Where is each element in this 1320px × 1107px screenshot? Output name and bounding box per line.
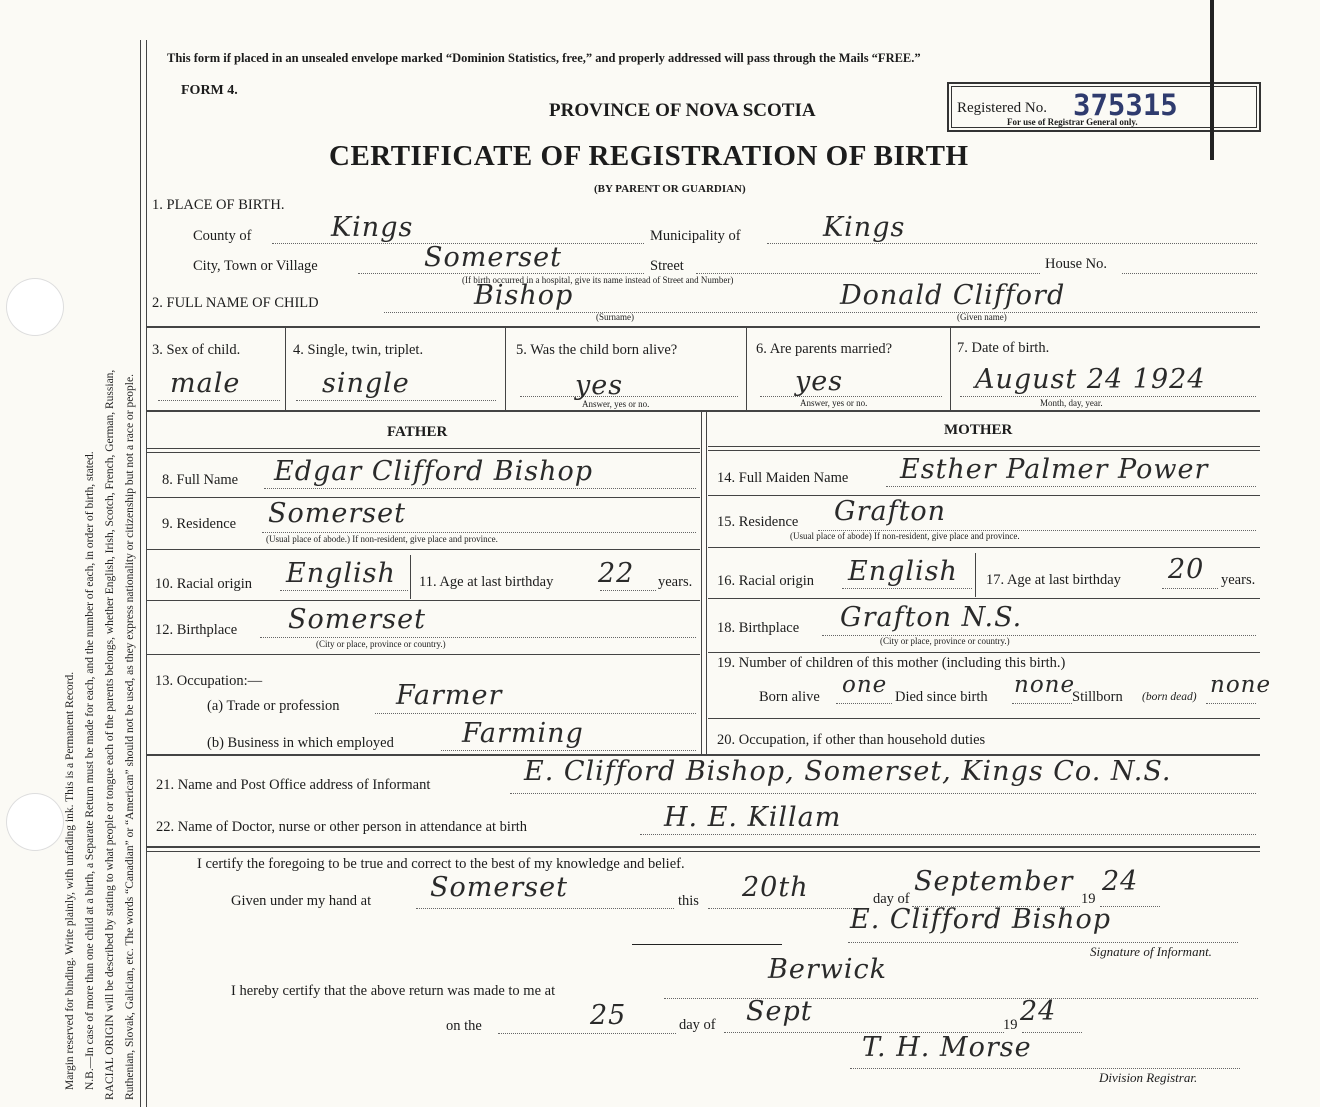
stillborn-note: (born dead) — [1142, 691, 1197, 703]
registrar-place: Berwick — [768, 954, 887, 985]
given-year: 24 — [1102, 866, 1139, 897]
dob-line — [960, 396, 1256, 397]
father-origin-label: 10. Racial origin — [155, 576, 253, 592]
rule — [706, 412, 707, 754]
place-of-birth-heading: 1. PLACE OF BIRTH. — [152, 197, 285, 213]
margin-line-inner — [146, 40, 147, 1107]
city-line — [358, 273, 644, 274]
given-month: September — [914, 866, 1074, 897]
mother-age: 20 — [1168, 554, 1205, 585]
father-birthplace: Somerset — [288, 604, 426, 635]
registrar-day-line — [498, 1033, 676, 1034]
born-alive-note: Answer, yes or no. — [582, 399, 650, 409]
rule — [147, 851, 1260, 852]
rule — [147, 549, 700, 550]
given-day-line — [708, 908, 868, 909]
children-count-label: 19. Number of children of this mother (including this birth.) — [717, 655, 1066, 671]
father-birthplace-line — [260, 637, 696, 638]
trade-line — [375, 713, 696, 714]
mother-age-line — [1162, 588, 1218, 589]
mother-birthplace-label: 18. Birthplace — [717, 620, 800, 636]
stillborn-label: Stillborn — [1072, 689, 1123, 705]
punch-hole-bottom — [6, 793, 64, 851]
father-origin-line — [280, 590, 408, 591]
rule — [147, 448, 700, 449]
father-business: Farming — [462, 718, 584, 749]
registrar-month: Sept — [746, 996, 813, 1027]
stillborn-line — [1206, 703, 1256, 704]
registrar-year: 24 — [1020, 996, 1057, 1027]
mother-birthplace: Grafton N.S. — [840, 602, 1023, 633]
hospital-note: (If birth occurred in a hospital, give its name instead of Street and Number) — [462, 275, 734, 285]
stillborn-count: none — [1210, 672, 1272, 698]
punch-hole-top — [6, 278, 64, 336]
rule — [285, 328, 286, 410]
child-surname: Bishop — [474, 280, 574, 311]
mother-birthplace-note: (City or place, province or country.) — [880, 636, 1010, 646]
father-age-line — [600, 590, 656, 591]
given-day: 20th — [742, 872, 809, 903]
rule — [708, 652, 1260, 653]
father-residence: Somerset — [268, 498, 406, 529]
form-label: FORM 4. — [181, 83, 238, 98]
father-age: 22 — [598, 558, 635, 589]
mother-heading: MOTHER — [944, 422, 1013, 438]
mother-origin-line — [842, 588, 972, 589]
rule — [708, 547, 1260, 548]
rule — [410, 555, 411, 599]
father-heading: FATHER — [387, 424, 448, 440]
house-line — [1122, 273, 1257, 274]
registrar-year-prefix: 19 — [1003, 1017, 1018, 1033]
mother-name-line — [886, 486, 1256, 487]
municipality-line — [767, 243, 1257, 244]
father-birthplace-label: 12. Birthplace — [155, 622, 238, 638]
margin-note-4: Ruthenian, Slovak, Galician, etc. The words “Canadian” or “American” should not be used, as they express nationality or citizenship but not a race or people. — [124, 374, 136, 1100]
registered-number: 375315 — [1073, 88, 1178, 122]
margin-note-2: N.B.—In case of more than one child at a birth, a Separate Return must be made for each, and the number of each, in order of birth, stated. — [84, 451, 96, 1090]
father-residence-label: 9. Residence — [162, 516, 237, 532]
rule — [708, 446, 1260, 447]
died-since-birth-label: Died since birth — [895, 689, 988, 705]
rule — [701, 412, 702, 754]
city-value: Somerset — [424, 242, 562, 273]
mother-residence: Grafton — [834, 496, 947, 527]
parents-married-note: Answer, yes or no. — [800, 398, 868, 408]
informant-signature-line — [848, 942, 1238, 943]
given-year-prefix: 19 — [1081, 891, 1096, 907]
born-alive-count: one — [842, 672, 888, 698]
registrar-signature-line — [850, 1068, 1240, 1069]
street-line — [696, 273, 1040, 274]
parents-married-value: yes — [795, 366, 844, 397]
father-name-label: 8. Full Name — [162, 472, 239, 488]
doctor-value: H. E. Killam — [664, 802, 842, 833]
born-alive-value: yes — [575, 370, 624, 401]
registrar-signature: T. H. Morse — [862, 1032, 1032, 1063]
sex-value: male — [170, 368, 241, 399]
county-label: County of — [193, 228, 252, 244]
dob-label: 7. Date of birth. — [957, 340, 1050, 356]
street-label: Street — [650, 258, 684, 274]
certification-statement: I certify the foregoing to be true and correct to the best of my knowledge and belief. — [197, 856, 685, 872]
registrar-note: For use of Registrar General only. — [1007, 117, 1138, 127]
business-line — [441, 750, 696, 751]
father-residence-note: (Usual place of abode.) If non-resident, give place and province. — [266, 534, 498, 544]
plurality-label: 4. Single, twin, triplet. — [293, 342, 424, 358]
margin-note-1: Margin reserved for binding. Write plainly, with unfading ink. This is a Permanent Record. — [64, 671, 76, 1090]
plurality-value: single — [322, 368, 410, 399]
informant-line — [510, 793, 1256, 794]
mother-residence-note: (Usual place of abode) If non-resident, give place and province. — [790, 531, 1020, 541]
rule — [147, 600, 700, 601]
dob-note: Month, day, year. — [1040, 398, 1103, 408]
surname-caption: (Surname) — [596, 312, 634, 322]
parents-married-label: 6. Are parents married? — [756, 341, 893, 357]
rule — [708, 450, 1260, 451]
rule — [147, 326, 1260, 328]
died-since-birth-line — [1012, 703, 1072, 704]
born-alive-count-line — [836, 703, 892, 704]
father-years: years. — [658, 574, 693, 590]
rule — [505, 328, 506, 410]
mother-residence-label: 15. Residence — [717, 514, 799, 530]
mother-origin-label: 16. Racial origin — [717, 573, 815, 589]
mail-notice: This form if placed in an unsealed envelope marked “Dominion Statistics, free,” and properly addressed will pass through the Mails “FREE.” — [167, 51, 921, 65]
rule — [708, 718, 1260, 719]
occupation-label: 13. Occupation:— — [155, 673, 263, 689]
this-label: this — [678, 893, 699, 909]
day-of-label: day of — [873, 891, 910, 907]
informant-signature: E. Clifford Bishop — [850, 904, 1112, 935]
father-name-line — [264, 488, 696, 489]
certificate-title: CERTIFICATE OF REGISTRATION OF BIRTH — [329, 140, 969, 172]
born-alive-label: 5. Was the child born alive? — [516, 342, 678, 358]
business-label: (b) Business in which employed — [207, 735, 394, 751]
sex-label: 3. Sex of child. — [152, 342, 241, 358]
registrar-day-of-label: day of — [679, 1017, 716, 1033]
died-since-birth: none — [1014, 672, 1076, 698]
rule — [975, 553, 976, 597]
given-name-caption: (Given name) — [957, 312, 1007, 322]
informant-value: E. Clifford Bishop, Somerset, Kings Co. N.S. — [524, 756, 1172, 787]
child-given-name: Donald Clifford — [840, 280, 1066, 311]
child-name-label: 2. FULL NAME OF CHILD — [152, 295, 319, 311]
rule — [708, 598, 1260, 599]
mother-name-label: 14. Full Maiden Name — [717, 470, 849, 486]
mother-name: Esther Palmer Power — [900, 454, 1209, 485]
signature-separator — [632, 944, 782, 945]
doctor-line — [640, 834, 1256, 835]
rule — [746, 328, 747, 410]
registered-label: Registered No. — [957, 100, 1047, 116]
county-value: Kings — [331, 212, 414, 243]
mother-age-label: 17. Age at last birthday — [986, 572, 1121, 588]
margin-note-3: RACIAL ORIGIN will be described by stating to what people or tongue each of the parents belongs, whether English, Irish, Scotch, French, German, Russian, — [104, 369, 116, 1100]
registrar-day: 25 — [590, 1000, 627, 1031]
province-heading: PROVINCE OF NOVA SCOTIA — [549, 100, 816, 121]
trade-label: (a) Trade or profession — [207, 698, 340, 714]
informant-label: 21. Name and Post Office address of Informant — [156, 777, 431, 793]
rule — [147, 410, 1260, 412]
doctor-label: 22. Name of Doctor, nurse or other person in attendance at birth — [156, 819, 528, 835]
pen-mark — [1210, 0, 1214, 160]
rule — [147, 654, 700, 655]
margin-line — [140, 40, 141, 1107]
father-residence-line — [262, 532, 696, 533]
given-place: Somerset — [430, 872, 568, 903]
father-birthplace-note: (City or place, province or country.) — [316, 639, 446, 649]
mother-origin: English — [848, 556, 958, 587]
city-label: City, Town or Village — [193, 258, 318, 274]
rule — [708, 495, 1260, 496]
rule — [147, 497, 700, 498]
registrar-statement: I hereby certify that the above return was made to me at — [231, 983, 556, 999]
municipality-label: Municipality of — [650, 228, 741, 244]
father-trade: Farmer — [396, 680, 503, 711]
given-place-line — [416, 908, 674, 909]
child-name-line — [384, 312, 1257, 313]
rule — [147, 846, 1260, 848]
signature-caption: Signature of Informant. — [1090, 944, 1212, 959]
father-origin: English — [286, 558, 396, 589]
mother-years: years. — [1221, 572, 1256, 588]
born-alive-line — [520, 396, 738, 397]
house-label: House No. — [1045, 256, 1108, 272]
registrar-caption: Division Registrar. — [1099, 1070, 1198, 1085]
plurality-line — [296, 400, 496, 401]
mother-occupation-label: 20. Occupation, if other than household duties — [717, 732, 986, 748]
sex-line — [158, 400, 280, 401]
municipality-value: Kings — [823, 212, 906, 243]
certificate-subtitle: (BY PARENT OR GUARDIAN) — [594, 183, 746, 195]
parents-married-line — [760, 396, 942, 397]
born-alive-count-label: Born alive — [759, 689, 820, 705]
father-age-label: 11. Age at last birthday — [419, 574, 554, 590]
rule — [950, 328, 951, 410]
rule — [147, 452, 700, 453]
dob-value: August 24 1924 — [975, 364, 1206, 395]
given-under-label: Given under my hand at — [231, 893, 372, 909]
on-the-label: on the — [446, 1018, 482, 1034]
father-name: Edgar Clifford Bishop — [274, 456, 594, 487]
